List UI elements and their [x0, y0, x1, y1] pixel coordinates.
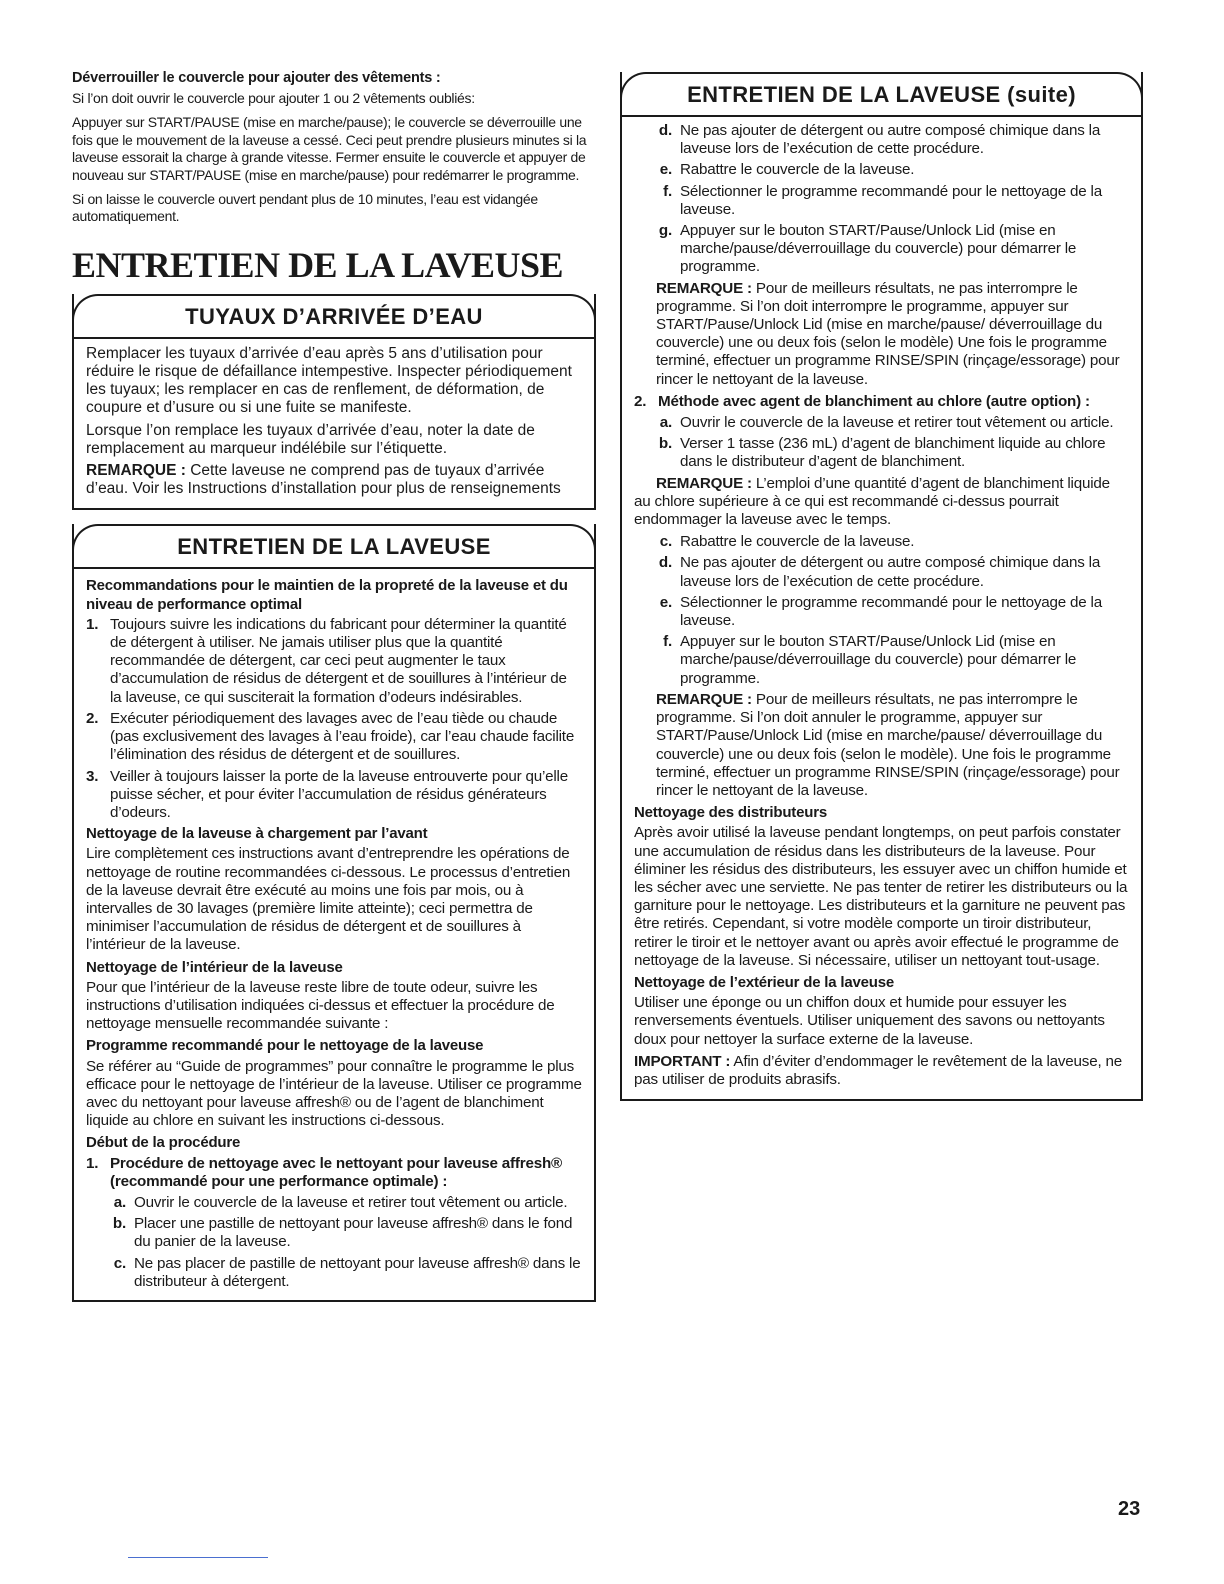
right-column — [620, 72, 1143, 1101]
start-heading: Début de la procédure — [86, 1134, 241, 1152]
unlock-lid-section — [72, 70, 596, 226]
method-1-steps-continued — [634, 122, 1129, 277]
dispensers-heading: Nettoyage des distributeurs — [634, 804, 827, 822]
list-item: d. Ne pas ajouter de détergent ou autre composé chimique dans la laveuse lors de l’exécution de cette procédure. — [658, 554, 1101, 590]
care-continued-body — [622, 115, 1141, 1099]
list-item: f. Appuyer sur le bouton START/Pause/Unlock Lid (mise en marche/pause/déverrouillage du couvercle) pour démarrer le programme. — [663, 633, 1077, 687]
program-heading: Programme recommandé pour le nettoyage de la laveuse — [86, 1037, 484, 1055]
list-item: 2. Exécuter périodiquement des lavages avec de l’eau tiède ou chaude (pas exclusivement des lavages à l’eau froide), car l’eau chaude facilite l’élimination des résidus de détergent et de souillures. — [86, 709, 575, 764]
hoses-box — [72, 294, 596, 511]
unlock-lid-instructions: Appuyer sur START/PAUSE (mise en marche/pause); le couvercle se déverrouille une fois que le mouvement de la laveuse a cessé. Ceci peut prendre plusieurs minutes si la laveuse essorait la charge à grande vitesse. Fermer ensuite le couvercle et appuyer de nouveau sur START/PAUSE (mise en marche/pause) pour redémarrer le programme. — [72, 114, 587, 183]
list-item: e. Sélectionner le programme recommandé pour le nettoyage de la laveuse. — [659, 593, 1102, 630]
hoses-body — [74, 337, 594, 509]
list-item: b. Placer une pastille de nettoyant pour laveuse affresh® dans le fond du panier de la laveuse. — [112, 1215, 573, 1251]
page-title: ENTRETIEN DE LA LAVEUSE — [72, 244, 564, 285]
unlock-lid-heading: Déverrouiller le couvercle pour ajouter des vêtements : — [72, 70, 441, 86]
list-item: a. Ouvrir le couvercle de la laveuse et retirer tout vêtement ou article. — [113, 1193, 568, 1211]
unlock-lid-drain-note: Si on laisse le couvercle ouvert pendant plus de 10 minutes, l’eau est vidangée automatiquement. — [72, 191, 538, 225]
footer-rule — [128, 1557, 268, 1558]
page-number: 23 — [1118, 1498, 1141, 1520]
note-1: REMARQUE : Pour de meilleurs résultats, ne pas interrompre le programme. Si l’on doit interrompre le programme, appuyer sur START/Pause/Unlock Lid (mise en marche/pause/ déverrouillage du couvercle) une ou deux fois (selon le modèle) Une fois le programme terminé, effectuer un programme RINSE/SPIN (rinçage/essorage) pour rincer le nettoyant de la laveuse. — [656, 279, 1120, 388]
method-2-steps-b — [634, 533, 1129, 688]
method-2-title: 2. Méthode avec agent de blanchiment au chlore (autre option) : — [634, 392, 1090, 410]
list-item: g. Appuyer sur le bouton START/Pause/Unlock Lid (mise en marche/pause/déverrouillage du couvercle) pour démarrer le programme. — [658, 222, 1077, 276]
care-box — [72, 524, 596, 1302]
list-item: c. Rabattre le couvercle de la laveuse. — [659, 533, 915, 551]
front-load-text: Lire complètement ces instructions avant d’entreprendre les opérations de nettoyage de routine recommandées ci-dessous. Le processus d’entretien de la laveuse devrait être exécuté au moins une fois par mois, ou à intervalles de 30 lavages (première limite atteinte); ceci permettra de minimiser l’accumulation de résidus de détergent et de souillures à l’intérieur de la laveuse. — [86, 845, 571, 954]
method-2-steps-a — [634, 414, 1129, 472]
left-column — [72, 70, 596, 1302]
unlock-lid-intro: Si l’on doit ouvrir le couvercle pour ajouter 1 ou 2 vêtements oubliés: — [72, 90, 475, 106]
hoses-date-text: Lorsque l’on remplace les tuyaux d’arrivée d’eau, noter la date de remplacement au marqueur indélébile sur l’étiquette. — [86, 421, 535, 457]
care-continued-title: ENTRETIEN DE LA LAVEUSE (suite) — [620, 72, 1143, 115]
list-item: c. Ne pas placer de pastille de nettoyant pour laveuse affresh® dans le distributeur à détergent. — [113, 1254, 581, 1290]
list-item: e. Rabattre le couvercle de la laveuse. — [659, 161, 915, 179]
exterior-heading: Nettoyage de l’extérieur de la laveuse — [634, 973, 895, 991]
method-1-steps — [86, 1194, 582, 1291]
recommendations-heading: Recommandations pour le maintien de la propreté de la laveuse et du niveau de performance optimal — [86, 577, 568, 613]
note-2: REMARQUE : L’emploi d’une quantité d’agent de blanchiment liquide au chlore supérieure à ce qui est recommandé ci-dessus pourrait endommager la laveuse avec le temps. — [634, 474, 1110, 529]
list-item: b. Verser 1 tasse (236 mL) d’agent de blanchiment liquide au chlore dans le distributeur d’agent de blanchiment. — [658, 435, 1106, 471]
list-item: 3. Veiller à toujours laisser la porte de la laveuse entrouverte pour qu’elle puisse sécher, et pour éviter l’accumulation de résidus générateurs d’odeurs. — [86, 767, 568, 821]
interior-text: Pour que l’intérieur de la laveuse reste libre de toute odeur, suivre les instructions d’utilisation indiquées ci-dessus et effectuer la procédure de nettoyage mensuelle recommandée suivante : — [86, 978, 555, 1033]
note-text: Cette laveuse ne comprend pas de tuyaux d’arrivée d’eau. Voir les Instructions d’installation pour plus de renseignements — [86, 462, 561, 498]
important-note: IMPORTANT : Afin d’éviter d’endommager le revêtement de la laveuse, ne pas utiliser de produits abrasifs. — [634, 1052, 1122, 1088]
list-item: 1. Toujours suivre les indications du fabricant pour déterminer la quantité de détergent à utiliser. Ne jamais utiliser plus que la quantité recommandée de détergent, car ceci peut augmenter le taux d’accumulation de résidus de détergent et de souillures à l’intérieur de la laveuse, ce qui susciterait la formation d’odeurs indésirables. — [86, 615, 567, 706]
care-body — [74, 567, 594, 1300]
dispensers-text: Après avoir utilisé la laveuse pendant longtemps, on peut parfois constater une accumulation de résidus dans les distributeurs de la laveuse. Pour éliminer les résidus des distributeurs, les essuyer avec un chiffon humide et les sécher avec une serviette. Ne pas tenter de retirer les distributeurs ou la garniture pour le nettoyage. Les distributeurs et la garniture ne peuvent pas être retirés. Cependant, si votre modèle comporte un tiroir distributeur, retirer le tiroir et le nettoyer avant ou après avoir effectué le programme de nettoyage de la laveuse. Si nécessaire, utiliser un nettoyant tout-usage. — [634, 824, 1128, 969]
note-3: REMARQUE : Pour de meilleurs résultats, ne pas interrompre le programme. Si l’on doit annuler le programme, appuyer sur START/Pause/Unlock Lid (mise en marche/pause/ déverrouillage du couvercle) une ou deux fois (selon le modèle). Une fois le programme terminé, effectuer un programme RINSE/SPIN (rinçage/essorage) pour rincer le nettoyant de la laveuse. — [656, 690, 1120, 799]
method-1-title: 1. Procédure de nettoyage avec le nettoyant pour laveuse affresh® (recommandé pour une performance optimale) : — [86, 1154, 563, 1190]
care-title: ENTRETIEN DE LA LAVEUSE — [72, 524, 596, 567]
list-item: d. Ne pas ajouter de détergent ou autre composé chimique dans la laveuse lors de l’exécution de cette procédure. — [658, 122, 1101, 158]
list-item: f. Sélectionner le programme recommandé pour le nettoyage de la laveuse. — [663, 182, 1102, 218]
hoses-note — [86, 462, 582, 498]
recommendations-list — [86, 616, 582, 822]
interior-heading: Nettoyage de l’intérieur de la laveuse — [86, 958, 343, 976]
front-load-heading: Nettoyage de la laveuse à chargement par l’avant — [86, 825, 428, 843]
program-text: Se référer au “Guide de programmes” pour connaître le programme le plus efficace pour le nettoyage de l’intérieur de la laveuse. Utiliser ce programme avec du nettoyant pour laveuse affresh® ou de l’agent de blanchiment liquide au chlore en suivant les instructions ci-dessous. — [86, 1057, 582, 1130]
list-item: a. Ouvrir le couvercle de la laveuse et retirer tout vêtement ou article. — [659, 414, 1114, 432]
hoses-title: TUYAUX D’ARRIVÉE D’EAU — [72, 294, 596, 337]
exterior-text: Utiliser une éponge ou un chiffon doux et humide pour essuyer les renversements éventuels. Utiliser uniquement des savons ou nettoyants doux pour nettoyer la surface externe de la laveuse. — [634, 994, 1105, 1048]
hoses-replace-text: Remplacer les tuyaux d’arrivée d’eau après 5 ans d’utilisation pour réduire le risque de défaillance intempestive. Inspecter périodiquement les tuyaux; les remplacer en cas de renflement, de déformation, de coupure et d’usure ou si une fuite se manifeste. — [86, 344, 572, 417]
note-label: REMARQUE : — [86, 462, 186, 480]
care-continued-box — [620, 72, 1143, 1101]
